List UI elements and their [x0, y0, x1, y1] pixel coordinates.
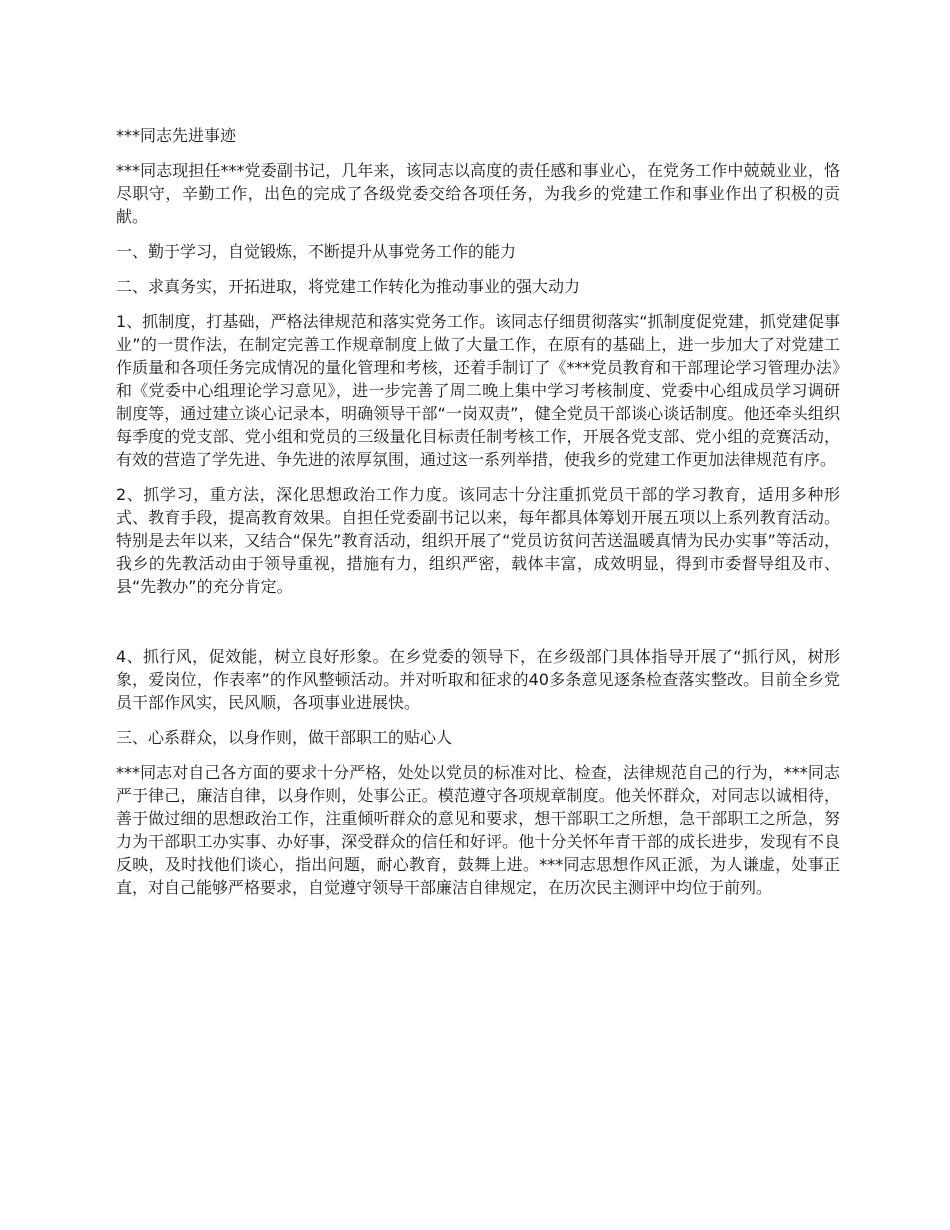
document-page: [116, 124, 840, 911]
blank-gap: [116, 610, 840, 645]
document-title: ***同志先进事迹: [116, 126, 237, 145]
section-heading-1: 一、勤于学习，自觉锻炼，不断提升从事党务工作的能力: [116, 242, 517, 261]
item-4-paragraph: 4、抓行风，促效能，树立良好形象。在乡党委的领导下，在乡级部门具体指导开展了“抓行风，树形象，爱岗位，作表率”的作风整顿活动。并对听取和征求的40多条意见逐条检查落实整改。目前全乡党员干部作风实，民风顺，各项事业进展快。: [116, 647, 840, 712]
item-1-paragraph: 1、抓制度，打基础，严格法律规范和落实党务工作。该同志仔细贯彻落实“抓制度促党建，抓党建促事业”的一贯作法，在制定完善工作规章制度上做了大量工作，在原有的基础上，进一步加大了对党建工作质量和各项任务完成情况的量化管理和考核，还着手制订了《***党员教育和干部理论学习管理办法》和《党委中心组理论学习意见》，进一步完善了周二晚上集中学习考核制度、党委中心组成员学习调研制度等，通过建立谈心记录本，明确领导干部“一岗双责”，健全党员干部谈心谈话制度。他还牵头组织每季度的党支部、党小组和党员的三级量化目标责任制考核工作，开展各党支部、党小组的竞赛活动，有效的营造了学先进、争先进的浓厚氛围，通过这一系列举措，使我乡的党建工作更加法律规范有序。: [116, 312, 840, 469]
intro-paragraph: ***同志现担任***党委副书记，几年来，该同志以高度的责任感和事业心，在党务工作中兢兢业业，恪尽职守，辛勤工作，出色的完成了各级党委交给各项任务，为我乡的党建工作和事业作出了积极的贡献。: [116, 161, 840, 226]
item-2-paragraph: 2、抓学习，重方法，深化思想政治工作力度。该同志十分注重抓党员干部的学习教育，适用多种形式、教育手段，提高教育效果。自担任党委副书记以来，每年都具体筹划开展五项以上系列教育活动。特别是去年以来，又结合“保先”教育活动，组织开展了“党员访贫问苦送温暖真情为民办实事”等活动，我乡的先教活动由于领导重视，措施有力，组织严密，载体丰富，成效明显，得到市委督导组及市、县“先教办”的充分肯定。: [116, 485, 840, 596]
section-heading-3: 三、心系群众，以身作则，做干部职工的贴心人: [116, 728, 453, 747]
closing-paragraph: ***同志对自己各方面的要求十分严格，处处以党员的标准对比、检查，法律规范自己的行为，***同志严于律己，廉洁自律，以身作则，处事公正。模范遵守各项规章制度。他关怀群众，对同志以诚相待，善于做过细的思想政治工作，注重倾听群众的意见和要求，想干部职工之所想，急干部职工之所急，努力为干部职工办实事、办好事，深受群众的信任和好评。他十分关怀年青干部的成长进步，发现有不良反映，及时找他们谈心，指出问题，耐心教育，鼓舞上进。***同志思想作风正派，为人谦虚，处事正直，对自己能够严格要求，自觉遵守领导干部廉洁自律规定，在历次民主测评中均位于前列。: [116, 763, 840, 897]
section-heading-2: 二、求真务实，开拓进取，将党建工作转化为推动事业的强大动力: [116, 277, 581, 296]
